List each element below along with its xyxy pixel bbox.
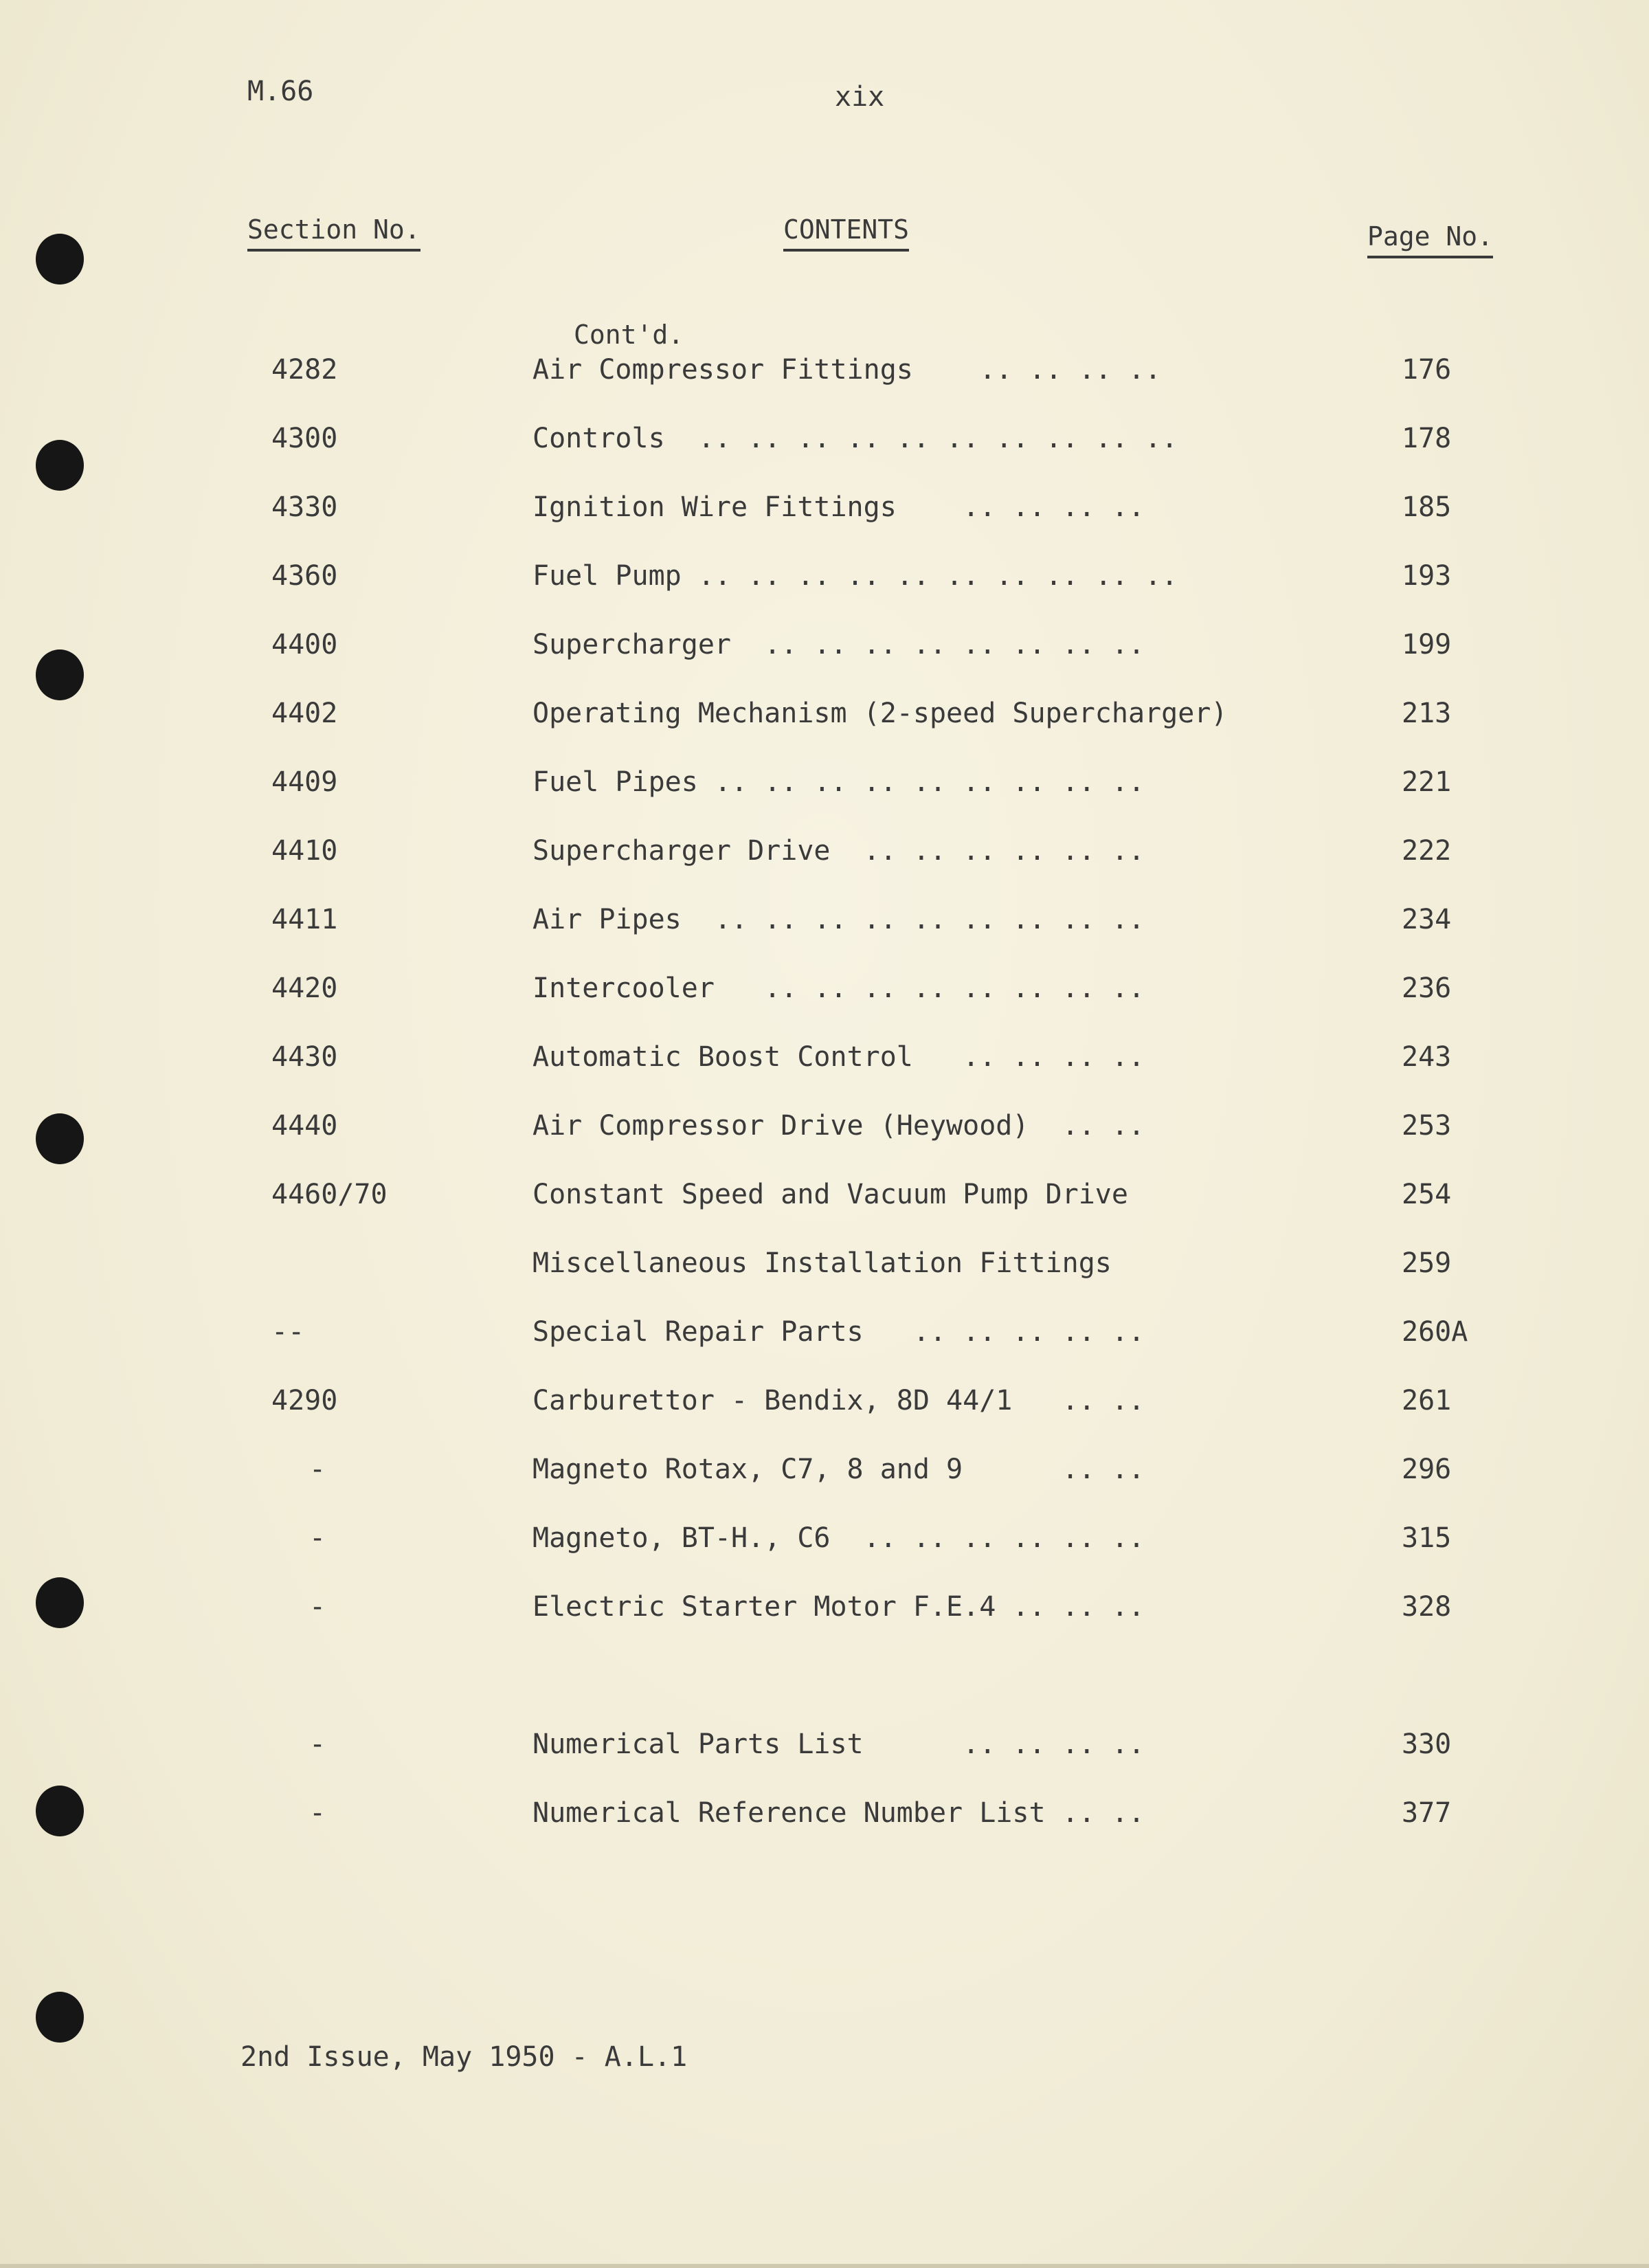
column-header-page: Page No. xyxy=(1367,221,1493,258)
section-number: 4409 xyxy=(271,766,338,798)
section-number: 4330 xyxy=(271,491,338,523)
continued-label: Cont'd. xyxy=(574,320,684,350)
entry-page: 222 xyxy=(1402,835,1452,867)
section-number: 4290 xyxy=(271,1385,338,1416)
contents-row xyxy=(0,560,1649,601)
contents-row xyxy=(0,491,1649,533)
contents-row xyxy=(0,354,1649,395)
entry-page: 199 xyxy=(1402,629,1452,660)
entry-page: 296 xyxy=(1402,1454,1452,1485)
section-number: 4430 xyxy=(271,1041,338,1073)
entry-title: Air Compressor Fittings .. .. .. .. xyxy=(532,354,1162,386)
contents-row xyxy=(0,1797,1649,1838)
section-number: 4420 xyxy=(271,972,338,1004)
entry-page: 261 xyxy=(1402,1385,1452,1416)
contents-row xyxy=(0,835,1649,876)
entry-page: 185 xyxy=(1402,491,1452,523)
entry-title: Automatic Boost Control .. .. .. .. xyxy=(532,1041,1145,1073)
entry-page: 176 xyxy=(1402,354,1452,386)
entry-title: Operating Mechanism (2-speed Supercharger) xyxy=(532,698,1228,729)
section-number: 4402 xyxy=(271,698,338,729)
entry-title: Magneto, BT-H., C6 .. .. .. .. .. .. xyxy=(532,1522,1145,1554)
entry-title: Air Compressor Drive (Heywood) .. .. xyxy=(532,1110,1145,1142)
section-number: -- xyxy=(271,1316,305,1348)
contents-row xyxy=(0,1591,1649,1632)
contents-row xyxy=(0,1179,1649,1220)
entry-page: 234 xyxy=(1402,904,1452,935)
section-number: 4400 xyxy=(271,629,338,660)
document-code: M.66 xyxy=(247,76,314,107)
entry-title: Air Pipes .. .. .. .. .. .. .. .. .. xyxy=(532,904,1145,935)
section-number: - xyxy=(309,1591,326,1623)
section-number: - xyxy=(309,1522,326,1554)
entry-page: 330 xyxy=(1402,1728,1452,1760)
page-number: xix xyxy=(835,81,885,113)
contents-row xyxy=(0,423,1649,464)
entry-title: Carburettor - Bendix, 8D 44/1 .. .. xyxy=(532,1385,1145,1416)
contents-row xyxy=(0,1316,1649,1357)
section-number: 4300 xyxy=(271,423,338,454)
entry-page: 377 xyxy=(1402,1797,1452,1829)
entry-page: 315 xyxy=(1402,1522,1452,1554)
entry-page: 213 xyxy=(1402,698,1452,729)
contents-row xyxy=(0,698,1649,739)
column-header-section: Section No. xyxy=(247,214,420,252)
entry-page: 259 xyxy=(1402,1247,1452,1279)
contents-row xyxy=(0,1522,1649,1564)
entry-title: Magneto Rotax, C7, 8 and 9 .. .. xyxy=(532,1454,1145,1485)
entry-page: 221 xyxy=(1402,766,1452,798)
entry-page: 253 xyxy=(1402,1110,1452,1142)
entry-title: Ignition Wire Fittings .. .. .. .. xyxy=(532,491,1145,523)
entry-title: Numerical Reference Number List .. .. xyxy=(532,1797,1145,1829)
section-number: - xyxy=(309,1797,326,1829)
entry-title: Controls .. .. .. .. .. .. .. .. .. .. xyxy=(532,423,1178,454)
entry-title: Electric Starter Motor F.E.4 .. .. .. xyxy=(532,1591,1145,1623)
section-number: - xyxy=(309,1454,326,1485)
entry-title: Constant Speed and Vacuum Pump Drive xyxy=(532,1179,1128,1210)
issue-footer: 2nd Issue, May 1950 - A.L.1 xyxy=(240,2041,688,2073)
contents-row xyxy=(0,1247,1649,1289)
section-number: 4411 xyxy=(271,904,338,935)
entry-page: 243 xyxy=(1402,1041,1452,1073)
contents-row xyxy=(0,1454,1649,1495)
section-number: 4282 xyxy=(271,354,338,386)
entry-title: Supercharger Drive .. .. .. .. .. .. xyxy=(532,835,1145,867)
punch-hole xyxy=(36,1992,84,2043)
entry-title: Fuel Pipes .. .. .. .. .. .. .. .. .. xyxy=(532,766,1145,798)
entry-title: Fuel Pump .. .. .. .. .. .. .. .. .. .. xyxy=(532,560,1178,592)
entry-title: Intercooler .. .. .. .. .. .. .. .. xyxy=(532,972,1145,1004)
contents-row xyxy=(0,904,1649,945)
section-number: 4410 xyxy=(271,835,338,867)
contents-row xyxy=(0,766,1649,808)
entry-page: 254 xyxy=(1402,1179,1452,1210)
entry-title: Numerical Parts List .. .. .. .. xyxy=(532,1728,1145,1760)
entry-title: Supercharger .. .. .. .. .. .. .. .. xyxy=(532,629,1145,660)
punch-hole xyxy=(36,234,84,285)
contents-row xyxy=(0,629,1649,670)
contents-row xyxy=(0,1110,1649,1151)
entry-page: 260A xyxy=(1402,1316,1468,1348)
entry-page: 236 xyxy=(1402,972,1452,1004)
entry-page: 328 xyxy=(1402,1591,1452,1623)
entry-page: 178 xyxy=(1402,423,1452,454)
contents-row xyxy=(0,972,1649,1014)
section-number: - xyxy=(309,1728,326,1760)
section-number: 4460/70 xyxy=(271,1179,388,1210)
entry-title: Miscellaneous Installation Fittings xyxy=(532,1247,1112,1279)
section-number: 4360 xyxy=(271,560,338,592)
section-number: 4440 xyxy=(271,1110,338,1142)
contents-row xyxy=(0,1041,1649,1082)
entry-title: Special Repair Parts .. .. .. .. .. xyxy=(532,1316,1145,1348)
contents-row xyxy=(0,1728,1649,1770)
entry-page: 193 xyxy=(1402,560,1452,592)
contents-row xyxy=(0,1385,1649,1426)
page-title: CONTENTS xyxy=(783,214,909,252)
